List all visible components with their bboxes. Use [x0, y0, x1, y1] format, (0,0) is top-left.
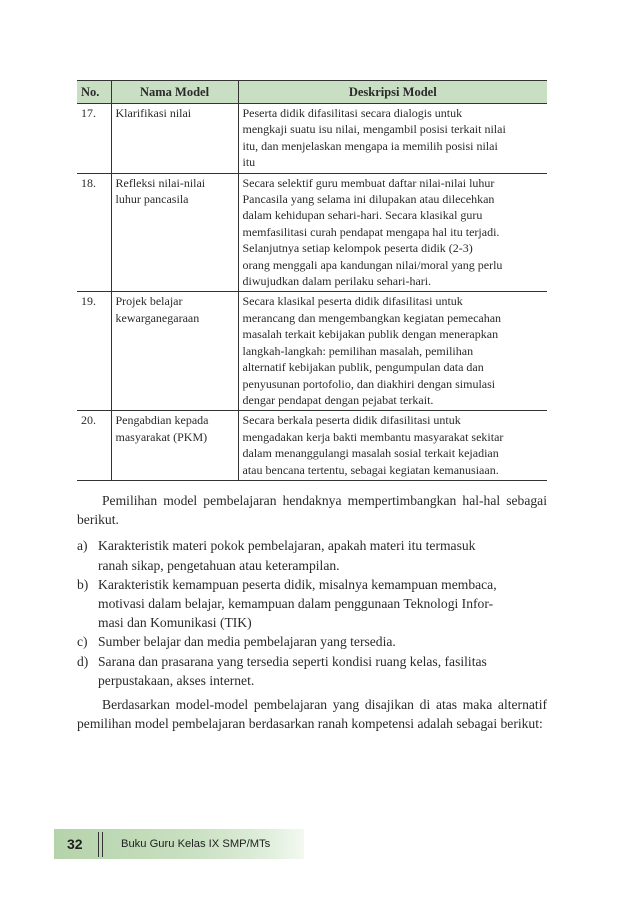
list-marker: d)	[77, 653, 89, 669]
model-name-line: kewarganegaraan	[115, 310, 200, 325]
row-number: 17.	[77, 104, 111, 174]
description-line: Pancasila yang selama ini dilupakan atau dilecehkan	[242, 192, 495, 207]
list-item-line: Sumber belajar dan media pembelajaran yang tersedia.	[98, 634, 396, 650]
row-number: 20.	[77, 411, 111, 481]
model-name-line: Pengabdian kepada	[115, 413, 209, 428]
description-line: memfasilitasi curah pendapat mengapa hal itu terjadi.	[242, 224, 500, 239]
model-description-cell	[238, 173, 547, 292]
model-description-cell	[238, 104, 547, 174]
description-line: diwujudkan dalam perilaku sehari-hari.	[242, 274, 432, 289]
description-line: orang menggali apa kandungan nilai/moral yang perlu	[242, 257, 503, 272]
description-line: itu, dan menjelaskan mengapa ia memilih posisi nilai	[242, 138, 498, 153]
model-name-cell	[111, 104, 238, 174]
description-line: atau bencana tertentu, sebagai kegiatan kemanusiaan.	[242, 462, 499, 477]
description-line: masalah terkait kebijakan publik dengan menerapkan	[242, 327, 499, 342]
description-line: Secara klasikal peserta didik difasilitasi untuk	[242, 294, 463, 309]
model-name-line: Refleksi nilai-nilai	[115, 175, 206, 190]
list-item-line: perpustakaan, akses internet.	[98, 672, 255, 688]
page-footer	[54, 829, 304, 859]
list-marker: c)	[77, 634, 88, 650]
list-marker: b)	[77, 576, 89, 592]
header-model-name: Nama Model	[111, 81, 238, 104]
criteria-list	[77, 536, 547, 690]
description-line: Secara berkala peserta didik difasilitasi untuk	[242, 413, 461, 428]
header-no: No.	[77, 81, 111, 104]
table-row	[77, 411, 547, 481]
list-item	[77, 536, 547, 574]
list-item-line: Karakteristik materi pokok pembelajaran, apakah materi itu termasuk	[98, 538, 476, 554]
table-row	[77, 104, 547, 174]
header-model-description: Deskripsi Model	[238, 81, 547, 104]
list-item-line: Sarana dan prasarana yang tersedia seperti kondisi ruang kelas, fasilitas	[98, 653, 487, 669]
intro-paragraph: Pemilihan model pembelajaran hendaknya mempertimbangkan hal-hal sebagai berikut.	[77, 493, 547, 528]
closing-paragraph: Berdasarkan model-model pembelajaran yang disajikan di atas maka alternatif pemilihan model pembelajaran berdasarkan ranah kompetensi adalah sebagai berikut:	[77, 697, 547, 732]
page-number: 32	[67, 836, 83, 852]
model-name-line: Projek belajar	[115, 294, 183, 309]
model-name-line: masyarakat (PKM)	[115, 429, 208, 444]
description-line: merancang dan mengembangkan kegiatan pemecahan	[242, 310, 502, 325]
list-item	[77, 575, 547, 633]
description-line: dengar pendapat dengan pejabat terkait.	[242, 392, 434, 407]
table-row	[77, 173, 547, 292]
list-item-line: Karakteristik kemampuan peserta didik, misalnya kemampuan membaca,	[98, 576, 497, 592]
description-line: mengadakan kerja bakti membantu masyarakat sekitar	[242, 429, 504, 444]
model-name-cell	[111, 411, 238, 481]
table-row	[77, 292, 547, 411]
list-item-line: ranah sikap, pengetahuan atau keterampilan.	[98, 557, 340, 573]
table-header-row	[77, 81, 547, 104]
model-description-cell	[238, 292, 547, 411]
model-table	[77, 80, 547, 481]
body-text	[77, 491, 547, 733]
book-title: Buku Guru Kelas IX SMP/MTs	[121, 838, 271, 850]
list-item	[77, 632, 547, 651]
model-name-line: luhur pancasila	[115, 192, 189, 207]
footer-divider	[98, 832, 103, 857]
model-name-cell	[111, 292, 238, 411]
model-description-cell	[238, 411, 547, 481]
description-line: dalam menanggulangi masalah sosial terkait kejadian	[242, 446, 499, 461]
description-line: dalam kehidupan sehari-hari. Secara klasikal guru	[242, 208, 483, 223]
list-item-line: masi dan Komunikasi (TIK)	[98, 615, 252, 631]
description-line: itu	[242, 155, 256, 170]
description-line: mengkaji suatu isu nilai, mengambil posisi terkait nilai	[242, 122, 506, 137]
model-name-line: Klarifikasi nilai	[115, 106, 192, 120]
model-table-container	[77, 80, 547, 481]
list-marker: a)	[77, 538, 88, 554]
row-number: 18.	[77, 173, 111, 292]
description-line: langkah-langkah: pemilihan masalah, pemilihan	[242, 343, 474, 358]
description-line: penyusunan portofolio, dan diakhiri dengan simulasi	[242, 376, 496, 391]
model-name-cell	[111, 173, 238, 292]
description-line: Selanjutnya setiap kelompok peserta didik (2-3)	[242, 241, 473, 256]
list-item	[77, 652, 547, 690]
description-line: Peserta didik difasilitasi secara dialogis untuk	[242, 106, 463, 120]
list-item-line: motivasi dalam belajar, kemampuan dalam penggunaan Teknologi Infor-	[98, 596, 494, 612]
description-line: alternatif kebijakan publik, pengumpulan data dan	[242, 360, 484, 375]
row-number: 19.	[77, 292, 111, 411]
description-line: Secara selektif guru membuat daftar nilai-nilai luhur	[242, 175, 495, 190]
